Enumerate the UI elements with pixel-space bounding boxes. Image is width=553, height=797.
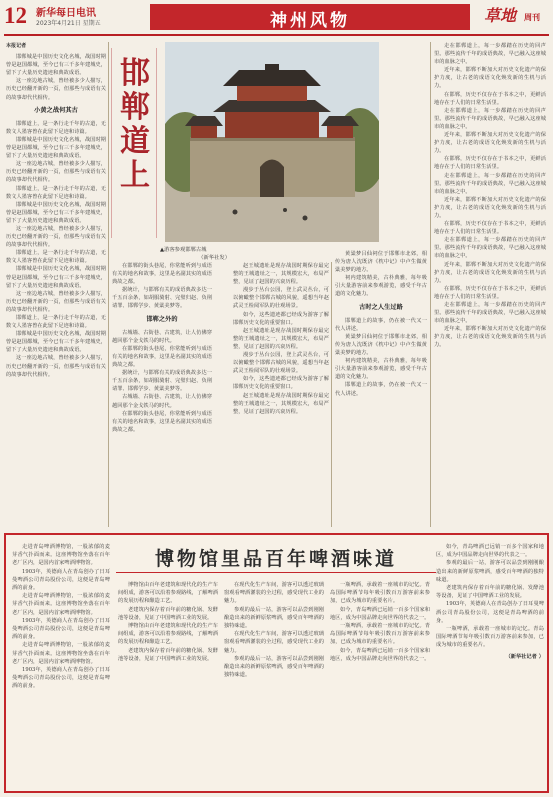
feature-column-4 bbox=[335, 250, 427, 527]
paragraph: 博物馆由百年老建筑和现代化的生产车间组成，游客可以沿着参观路线，了解啤酒的发展历程和酿造工艺。 bbox=[118, 582, 218, 605]
paragraph: 近年来，邯郸不断加大对历史文化遗产的保护力度，让古老的成语文化焕发新的生机与活力。 bbox=[434, 132, 546, 155]
paragraph: 邯郸道上，是一条行走千年的古道，无数文人墨客曾在此留下足迹和诗篇。 bbox=[6, 120, 106, 135]
paragraph: 古城墙、古街巷、古建筑，让人仿佛穿越回那个金戈铁马的时代。 bbox=[112, 394, 212, 409]
feature-column-5 bbox=[434, 42, 546, 527]
paragraph: 邯郸道上的故事，仍在被一代又一代人讲述。 bbox=[335, 317, 427, 332]
paragraph: 在邯郸的街头巷尾，你常能听到与成语有关的地名和故事，这里是名副其实的成语典故之都。 bbox=[112, 345, 212, 369]
paragraph: 在邯郸，历史不仅存在于书本之中，更鲜活地存在于人们的日常生活里。 bbox=[434, 156, 546, 171]
paragraph: 走在邯郸道上，每一步都踏在历史的回声里。那些流传千年的成语典故，早已融入这座城市的血脉之中。 bbox=[434, 172, 546, 195]
paragraph: 走在邯郸道上，每一步都踏在历史的回声里。那些流传千年的成语典故，早已融入这座城市的血脉之中。 bbox=[434, 237, 546, 260]
caption-credit: （新华社发） bbox=[198, 255, 230, 261]
paragraph: 邯郸城是中国历史文化名城，战国时期曾是赵国都城，至今已有三千多年建城史，留下了大量历史遗迹和典故成语。 bbox=[6, 54, 106, 77]
paragraph: 邯郸城是中国历史文化名城，战国时期曾是赵国都城，至今已有三千多年建城史，留下了大量历史遗迹和典故成语。 bbox=[6, 201, 106, 224]
feature-title bbox=[115, 57, 155, 193]
paragraph: 在邯郸，历史不仅存在于书本之中，更鲜活地存在于人们的日常生活里。 bbox=[434, 91, 546, 106]
paragraph: 漫步于丛台公园，登上武灵丛台，可以俯瞰整个邯郸古城的风貌，遥想当年赵武灵王检阅军队的壮观场景。 bbox=[233, 352, 329, 375]
paragraph: 黄粱梦吕仙祠位于邯郸市北郊，相传为唐人沈既济《枕中记》中卢生做黄粱美梦的地方。 bbox=[335, 251, 427, 274]
paragraph: 这一座边地古城，曾经被多少人描写，历史已经翻开新的一页，但那些与成语有关的故事却代代相传。 bbox=[6, 225, 106, 249]
bottom-column-5 bbox=[436, 543, 544, 788]
paragraph: 赵王城遗址是现存战国时期保存最完整的王城遗址之一，其规模宏大，布局严整，见证了赵国的兴衰历程。 bbox=[233, 392, 329, 415]
paragraph: 走进青岛啤酒博物馆，一股浓郁的麦芽香气扑面而来。这座博物馆坐落在百年老厂区内，是国内首家啤酒博物馆。 bbox=[12, 593, 110, 616]
paragraph: 邯郸城是中国历史文化名城，战国时期曾是赵国都城，至今已有三千多年建城史，留下了大量历史遗迹和典故成语。 bbox=[6, 136, 106, 160]
paragraph: 1903年，英德商人在青岛创办了日耳曼啤酒公司青岛股份公司，这便是青岛啤酒的前身。 bbox=[12, 617, 110, 641]
paragraph: 邯郸道上，是一条行走千年的古道，无数文人墨客曾在此留下足迹和诗篇。 bbox=[6, 185, 106, 200]
masthead bbox=[0, 0, 553, 38]
bottom-article-box bbox=[4, 533, 549, 793]
paragraph: 邯郸城是中国历史文化名城，战国时期曾是赵国都城，至今已有三千多年建城史，留下了大量历史遗迹和典故成语。 bbox=[6, 331, 106, 354]
paragraph: 老建筑内保存着百年前的糖化锅、发酵池等设备，见证了中国啤酒工业的发展。 bbox=[118, 647, 218, 662]
paragraph: 1903年，英德商人在青岛创办了日耳曼啤酒公司青岛股份公司，这便是青岛啤酒的前身。 bbox=[436, 601, 544, 624]
title-char: 道 bbox=[120, 124, 150, 159]
title-char: 郸 bbox=[120, 90, 150, 125]
paragraph: 一瓶啤酒，承载着一座城市的记忆。青岛国际啤酒节每年吸引数百万游客前来参加，已成为城市的重要名片。 bbox=[330, 582, 430, 605]
paragraph: 赵王城遗址是现存战国时期保存最完整的王城遗址之一，其规模宏大，布局严整，见证了赵国的兴衰历程。 bbox=[233, 263, 329, 286]
paragraph: 近年来，邯郸不断加大对历史文化遗产的保护力度，让古老的成语文化焕发新的生机与活力。 bbox=[434, 326, 546, 349]
paragraph: 祠内建筑精美，古朴典雅，每年吸引大量游客前来参观游览，感受千年古道的文化魅力。 bbox=[335, 358, 427, 381]
paragraph: 老建筑内保存着百年前的糖化锅、发酵池等设备，见证了中国啤酒工业的发展。 bbox=[436, 585, 544, 600]
paragraph: 邯郸城是中国历史文化名城，战国时期曾是赵国都城，至今已有三千多年建城史，留下了大量历史遗迹和典故成语。 bbox=[6, 266, 106, 289]
paragraph: 老建筑内保存着百年前的糖化锅、发酵池等设备，见证了中国啤酒工业的发展。 bbox=[118, 606, 218, 621]
subhead: 小黄之战何其古 bbox=[34, 106, 78, 114]
paragraph: 走在邯郸道上，每一步都踏在历史的回声里。那些流传千年的成语典故，早已融入这座城市的血脉之中。 bbox=[434, 302, 546, 325]
paragraph: 这一座边地古城，曾经被多少人描写，历史已经翻开新的一页，但那些与成语有关的故事却代代相传。 bbox=[6, 290, 106, 313]
section-bar bbox=[150, 4, 470, 30]
paragraph: 走进青岛啤酒博物馆，一股浓郁的麦芽香气扑面而来。这座博物馆坐落在百年老厂区内，是国内首家啤酒博物馆。 bbox=[12, 544, 110, 567]
title-char: 邯 bbox=[120, 56, 150, 91]
title-char: 上 bbox=[120, 158, 150, 193]
paragraph: 近年来，邯郸不断加大对历史文化遗产的保护力度，让古老的成语文化焕发新的生机与活力。 bbox=[434, 196, 546, 219]
paragraph: 如今，这些遗迹都已经成为游客了解邯郸历史文化的重要窗口。 bbox=[233, 376, 329, 391]
paragraph: 赵王城遗址是现存战国时期保存最完整的王城遗址之一，其规模宏大，布局严整，见证了赵国的兴衰历程。 bbox=[233, 327, 329, 350]
paragraph: 这一座边地古城，曾经被多少人描写，历史已经翻开新的一页，但那些与成语有关的故事却代代相传。 bbox=[6, 78, 106, 101]
paragraph: 一瓶啤酒，承载着一座城市的记忆。青岛国际啤酒节每年吸引数百万游客前来参加，已成为城市的重要名片。 bbox=[436, 626, 544, 649]
paper-name: 新华每日电讯 bbox=[36, 8, 96, 19]
paragraph: 在现代化生产车间，游客可以透过玻璃窗观看啤酒灌装的全过程，感受现代工业的魅力。 bbox=[224, 631, 324, 654]
page-number: 12 bbox=[4, 3, 27, 28]
paragraph: 走在邯郸道上，每一步都踏在历史的回声里。那些流传千年的成语典故，早已融入这座城市的血脉之中。 bbox=[434, 107, 546, 130]
paragraph: 这一座边地古城，曾经被多少人描写，历史已经翻开新的一页，但那些与成语有关的故事却代代相传。 bbox=[6, 355, 106, 378]
paragraph: 在邯郸，历史不仅存在于书本之中，更鲜活地存在于人们的日常生活里。 bbox=[434, 221, 546, 236]
weekly-logo: 草地 bbox=[484, 6, 517, 25]
column-divider bbox=[331, 262, 332, 527]
photo-caption bbox=[160, 246, 230, 262]
header-rule bbox=[4, 34, 549, 36]
paragraph: 在邯郸的街头巷尾，你常能听到与成语有关的地名和故事，这里是名副其实的成语典故之都。 bbox=[112, 263, 212, 286]
feature-column-3 bbox=[233, 262, 329, 527]
title-rule bbox=[116, 572, 436, 573]
author-credit: （新华社记者 ） bbox=[505, 653, 544, 660]
subhead: 邯郸之外的 bbox=[146, 315, 178, 323]
feature-photo bbox=[165, 42, 379, 242]
column-divider bbox=[108, 42, 109, 527]
bottom-column-3 bbox=[224, 581, 324, 789]
paragraph: 邯郸道上，是一条行走千年的古道，无数文人墨客曾在此留下足迹和诗篇。 bbox=[6, 315, 106, 330]
paragraph: 据统计，与邯郸有关的成语典故多达一千五百余条，如胡服骑射、完璧归赵、负荆请罪、邯郸学步、黄粱美梦等。 bbox=[112, 287, 212, 310]
paragraph: 如今，这些遗迹都已经成为游客了解邯郸历史文化的重要窗口。 bbox=[233, 311, 329, 326]
bottom-article-title: 博物馆里品百年啤酒味道 bbox=[154, 548, 397, 570]
paragraph: 博物馆由百年老建筑和现代化的生产车间组成，游客可以沿着参观路线，了解啤酒的发展历程和酿造工艺。 bbox=[118, 623, 218, 646]
paragraph: 近年来，邯郸不断加大对历史文化遗产的保护力度，让古老的成语文化焕发新的生机与活力。 bbox=[434, 261, 546, 284]
paragraph: 走进青岛啤酒博物馆，一股浓郁的麦芽香气扑面而来。这座博物馆坐落在百年老厂区内，是国内首家啤酒博物馆。 bbox=[12, 642, 110, 665]
bottom-column-1 bbox=[12, 543, 110, 788]
paragraph: 1903年，英德商人在青岛创办了日耳曼啤酒公司青岛股份公司，这便是青岛啤酒的前身。 bbox=[12, 667, 110, 690]
paragraph: 近年来，邯郸不断加大对历史文化遗产的保护力度，让古老的成语文化焕发新的生机与活力。 bbox=[434, 67, 546, 90]
column-divider bbox=[430, 42, 431, 527]
feature-column-2 bbox=[112, 262, 212, 527]
feature-column-1 bbox=[6, 42, 106, 527]
paragraph: 祠内建筑精美，古朴典雅，每年吸引大量游客前来参观游览，感受千年古道的文化魅力。 bbox=[335, 275, 427, 298]
paragraph: 古城墙、古街巷、古建筑，让人仿佛穿越回那个金戈铁马的时代。 bbox=[112, 329, 212, 344]
paragraph: 邯郸道上的故事，仍在被一代又一代人讲述。 bbox=[335, 382, 427, 397]
paragraph: 参观的最后一站，游客可以品尝到刚刚酿造出来的新鲜原浆啤酒，感受百年啤酒的独特味道。 bbox=[436, 560, 544, 583]
paragraph: 1903年，英德商人在青岛创办了日耳曼啤酒公司青岛股份公司，这便是青岛啤酒的前身。 bbox=[12, 568, 110, 592]
paragraph: 邯郸道上，是一条行走千年的古道，无数文人墨客曾在此留下足迹和诗篇。 bbox=[6, 250, 106, 265]
paragraph: 一瓶啤酒，承载着一座城市的记忆。青岛国际啤酒节每年吸引数百万游客前来参加，已成为城市的重要名片。 bbox=[330, 623, 430, 646]
weekly-tag: 周刊 bbox=[524, 13, 540, 22]
paragraph: 参观的最后一站，游客可以品尝到刚刚酿造出来的新鲜原浆啤酒，感受百年啤酒的独特味道。 bbox=[224, 655, 324, 679]
paragraph: 据统计，与邯郸有关的成语典故多达一千五百余条，如胡服骑射、完璧归赵、负荆请罪、邯郸学步、黄粱美梦等。 bbox=[112, 370, 212, 393]
bottom-column-2 bbox=[118, 581, 218, 789]
feature-byline: 本报记者 bbox=[6, 43, 27, 49]
section-title: 神州风物 bbox=[270, 11, 350, 31]
gate-tower-illustration bbox=[165, 42, 379, 242]
paragraph: 参观的最后一站，游客可以品尝到刚刚酿造出来的新鲜原浆啤酒，感受百年啤酒的独特味道。 bbox=[224, 606, 324, 630]
paper-date: 2023年4月21日 星期五 bbox=[36, 20, 101, 27]
paragraph: 漫步于丛台公园，登上武灵丛台，可以俯瞰整个邯郸古城的风貌，遥想当年赵武灵王检阅军队的壮观场景。 bbox=[233, 287, 329, 310]
bottom-column-4 bbox=[330, 581, 430, 789]
paragraph: 如今，青岛啤酒已远销一百多个国家和地区，成为中国品牌走向世界的代表之一。 bbox=[330, 606, 430, 621]
paragraph: 这一座边地古城，曾经被多少人描写，历史已经翻开新的一页，但那些与成语有关的故事却代代相传。 bbox=[6, 161, 106, 184]
paragraph: 在现代化生产车间，游客可以透过玻璃窗观看啤酒灌装的全过程，感受现代工业的魅力。 bbox=[224, 582, 324, 605]
paragraph: 如今，青岛啤酒已远销一百多个国家和地区，成为中国品牌走向世界的代表之一。 bbox=[436, 544, 544, 559]
paragraph: 黄粱梦吕仙祠位于邯郸市北郊，相传为唐人沈既济《枕中记》中卢生做黄粱美梦的地方。 bbox=[335, 333, 427, 357]
subhead: 古时之人生过路 bbox=[359, 303, 403, 311]
paragraph: 如今，青岛啤酒已远销一百多个国家和地区，成为中国品牌走向世界的代表之一。 bbox=[330, 647, 430, 662]
caption-text: ▲游客参观邯郸古城 bbox=[160, 247, 207, 253]
paragraph: 在邯郸，历史不仅存在于书本之中，更鲜活地存在于人们的日常生活里。 bbox=[434, 285, 546, 300]
paragraph: 走在邯郸道上，每一步都踏在历史的回声里。那些流传千年的成语典故，早已融入这座城市的血脉之中。 bbox=[434, 43, 546, 66]
paragraph: 在邯郸的街头巷尾，你常能听到与成语有关的地名和故事，这里是名副其实的成语典故之都。 bbox=[112, 410, 212, 433]
